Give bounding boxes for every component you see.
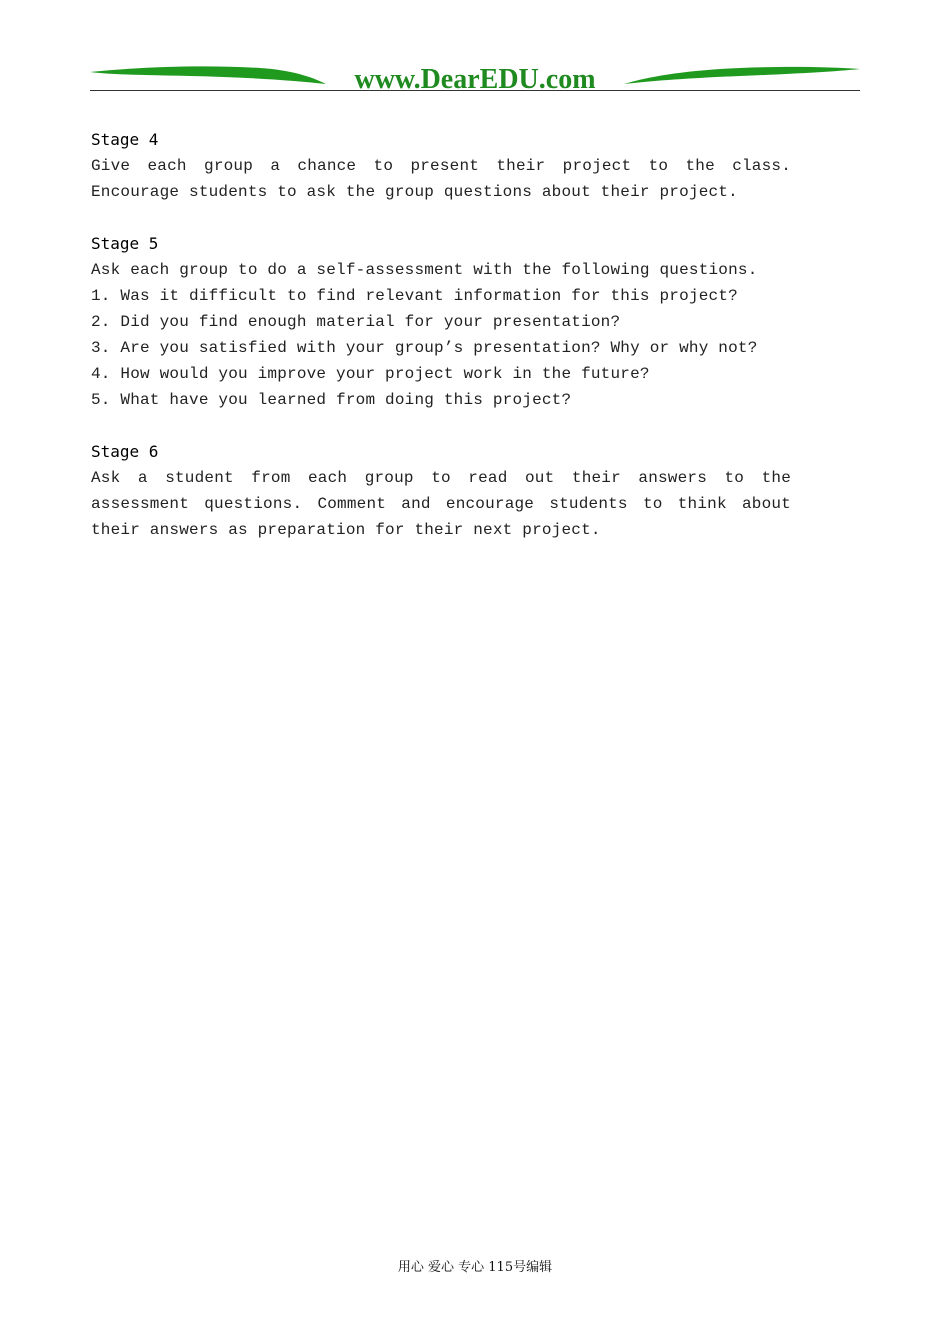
stage-4-title: Stage 4 [91,130,159,149]
right-swoosh-icon [624,67,860,84]
question-item: 1. Was it difficult to find relevant information for this project? [91,287,738,305]
site-header-logo [90,58,860,94]
document-body [91,127,791,569]
site-logo-text: www.DearEDU.com [354,64,596,94]
stage-6-paragraph: Ask a student from each group to read out their answers to the assessment questions. Comment and encourage students to think about their answers as preparation for their next project. [91,469,791,539]
question-item: 5. What have you learned from doing this project? [91,391,572,409]
stage-5-title: Stage 5 [91,234,159,253]
left-swoosh-icon [90,66,326,84]
header-divider [90,90,860,91]
question-item: 3. Are you satisfied with your group’s presentation? Why or why not? [91,339,758,357]
swoosh-logo-graphic [90,58,860,94]
question-item: 2. Did you find enough material for your presentation? [91,313,621,331]
page-footer: 用心 爱心 专心 115号编辑 [397,1260,553,1275]
stage-6-section [91,439,791,543]
stage-6-title: Stage 6 [91,442,159,461]
stage-5-intro: Ask each group to do a self-assessment with the following questions. [91,261,758,279]
stage-4-section [91,127,791,205]
stage-5-section [91,231,791,413]
stage-4-paragraph: Give each group a chance to present their project to the class. Encourage students to ask the group questions about their project. [91,157,791,201]
question-item: 4. How would you improve your project work in the future? [91,365,650,383]
